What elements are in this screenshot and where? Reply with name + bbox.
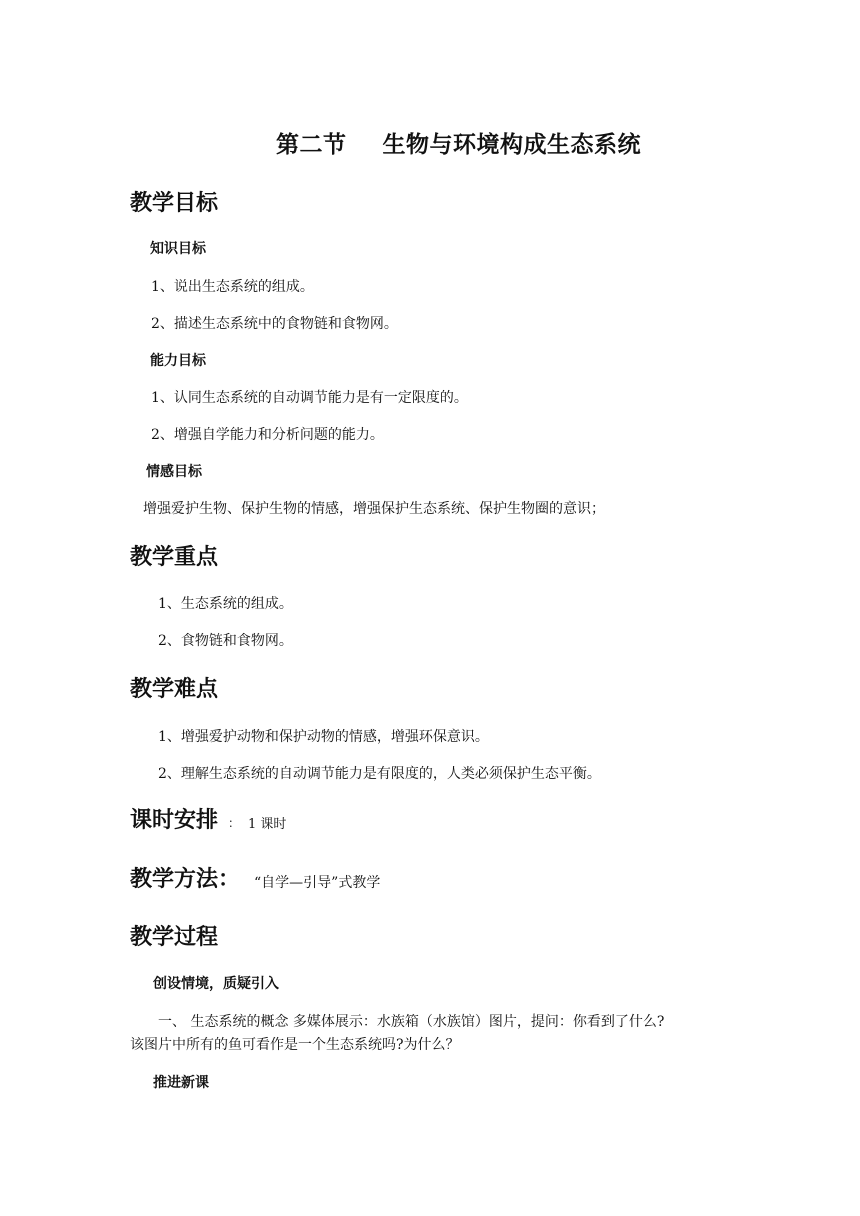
heading-key-points: 教学重点: [130, 545, 219, 570]
emotion-text: 增强爱护生物、保护生物的情感，增强保护生态系统、保护生物圈的意识；: [143, 501, 605, 517]
heading-process: 教学过程: [130, 925, 219, 950]
method-value: “自学—引导”式教学: [254, 874, 381, 891]
key-point-item-1: 1、生态系统的组成。: [158, 596, 293, 612]
heading-objectives: 教学目标: [130, 191, 219, 216]
heading-knowledge: 知识目标: [150, 241, 206, 257]
process-paragraph-line-2: 该图片中所有的鱼可看作是一个生态系统吗?为什么？: [130, 1037, 460, 1053]
heading-intro: 创设情境，质疑引入: [153, 976, 279, 992]
process-paragraph-line-1: 一、 生态系统的概念 多媒体展示：水族箱（水族馆）图片，提问：你看到了什么?: [158, 1014, 665, 1030]
heading-ability: 能力目标: [150, 353, 206, 369]
key-point-item-2: 2、食物链和食物网。: [158, 633, 293, 649]
heading-schedule: 课时安排: [130, 808, 219, 833]
difficulty-item-2: 2、理解生态系统的自动调节能力是有限度的，人类必须保护生态平衡。: [158, 766, 601, 782]
method-line: [130, 862, 380, 893]
heading-method: 教学方法：: [130, 867, 241, 892]
heading-new-lesson: 推进新课: [153, 1075, 209, 1091]
heading-difficulties: 教学难点: [130, 677, 219, 702]
ability-item-1: 1、认同生态系统的自动调节能力是有一定限度的。: [151, 390, 468, 406]
title-section: 第二节: [276, 132, 347, 158]
knowledge-item-1: 1、说出生态系统的组成。: [151, 279, 314, 295]
title-name: 生物与环境构成生态系统: [382, 132, 641, 158]
ability-item-2: 2、增强自学能力和分析问题的能力。: [151, 427, 384, 443]
schedule-colon: ：: [228, 816, 241, 830]
knowledge-item-2: 2、描述生态系统中的食物链和食物网。: [151, 316, 398, 332]
schedule-line: [130, 803, 286, 834]
page-title: [276, 126, 641, 159]
heading-emotion: 情感目标: [146, 464, 202, 480]
difficulty-item-1: 1、增强爱护动物和保护动物的情感，增强环保意识。: [158, 729, 489, 745]
schedule-value: 1 课时: [248, 817, 287, 832]
